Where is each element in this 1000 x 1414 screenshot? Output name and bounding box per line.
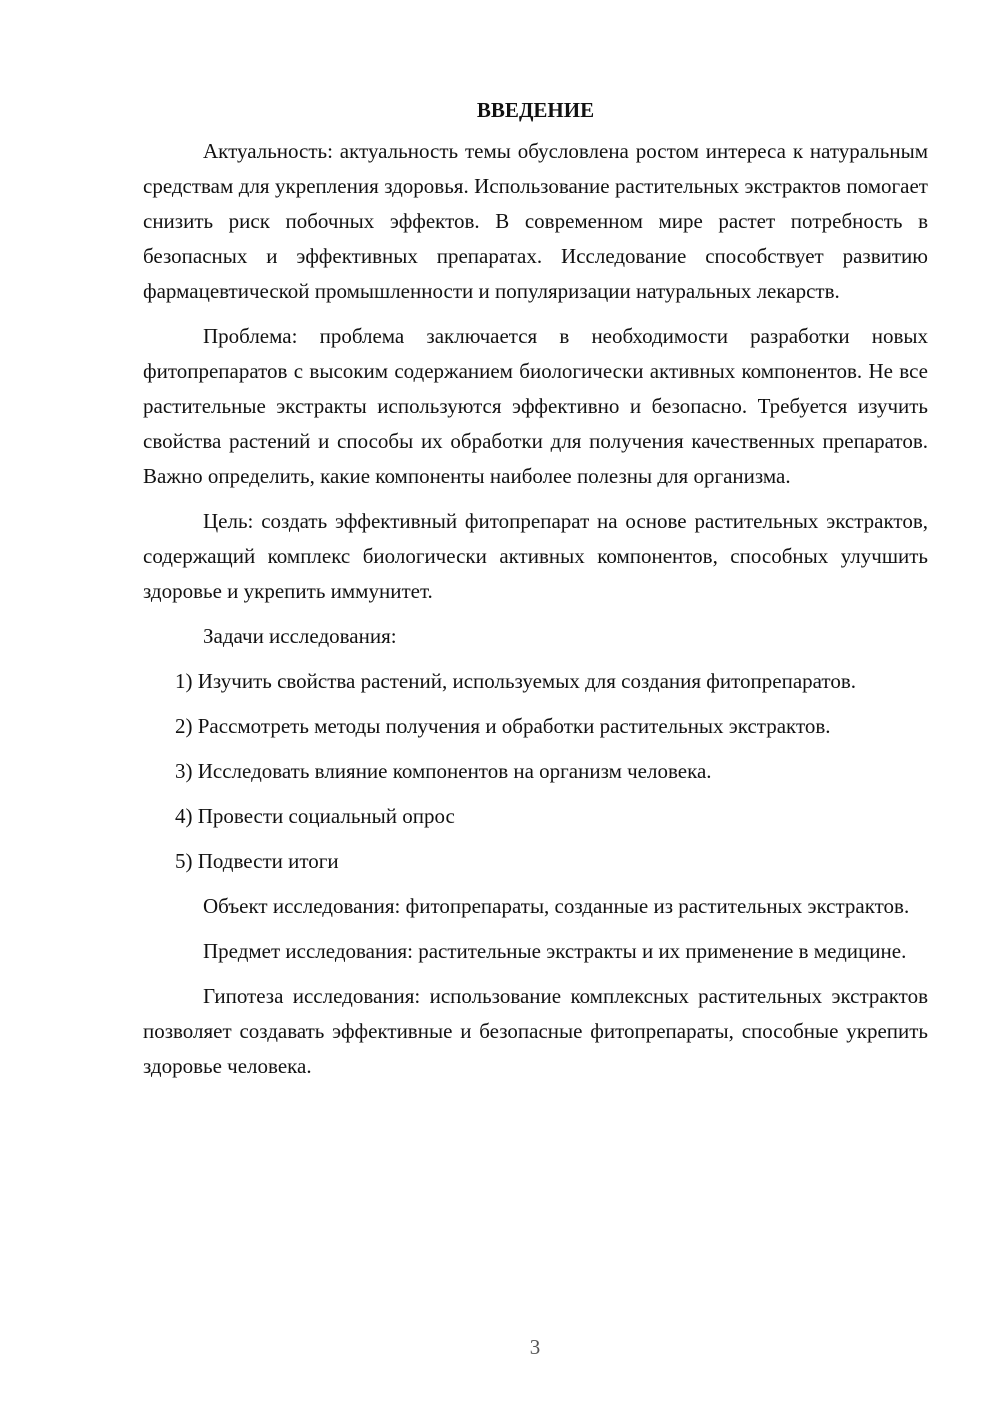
task-item-4: 4) Провести социальный опрос [175, 804, 455, 828]
paragraph-object: Объект исследования: фитопрепараты, созданные из растительных экстрактов. [203, 894, 910, 918]
page-number: 3 [529, 1335, 541, 1359]
task-item-2: 2) Рассмотреть методы получения и обработки растительных экстрактов. [175, 714, 831, 738]
task-item-5: 5) Подвести итоги [175, 849, 339, 873]
paragraph-goal: Цель: создать эффективный фитопрепарат на основе растительных экстрактов, содержащий комплекс биологически активных компонентов, способных улучшить здоровье и укрепить иммунитет. [143, 509, 928, 603]
task-item-3: 3) Исследовать влияние компонентов на организм человека. [175, 759, 712, 783]
section-title: ВВЕДЕНИЕ [476, 98, 595, 122]
paragraph-subject: Предмет исследования: растительные экстракты и их применение в медицине. [203, 939, 907, 963]
paragraph-tasks-heading: Задачи исследования: [203, 624, 397, 648]
paragraph-problem: Проблема: проблема заключается в необходимости разработки новых фитопрепаратов с высоким содержанием биологически активных компонентов. Не все растительные экстракты используются эффективно и безопасно. Требуется изучить свойства растений и способы их обработки для получения качественных препаратов. Важно определить, какие компоненты наиболее полезны для организма. [143, 324, 928, 488]
paragraph-relevance: Актуальность: актуальность темы обусловлена ростом интереса к натуральным средствам для укрепления здоровья. Использование растительных экстрактов помогает снизить риск побочных эффектов. В современном мире растет потребность в безопасных и эффективных препаратах. Исследование способствует развитию фармацевтической промышленности и популяризации натуральных лекарств. [143, 139, 928, 303]
task-item-1: 1) Изучить свойства растений, используемых для создания фитопрепаратов. [175, 669, 856, 693]
document-page [143, 96, 928, 1094]
paragraph-hypothesis: Гипотеза исследования: использование комплексных растительных экстрактов позволяет создавать эффективные и безопасные фитопрепараты, способные укрепить здоровье человека. [143, 984, 928, 1078]
